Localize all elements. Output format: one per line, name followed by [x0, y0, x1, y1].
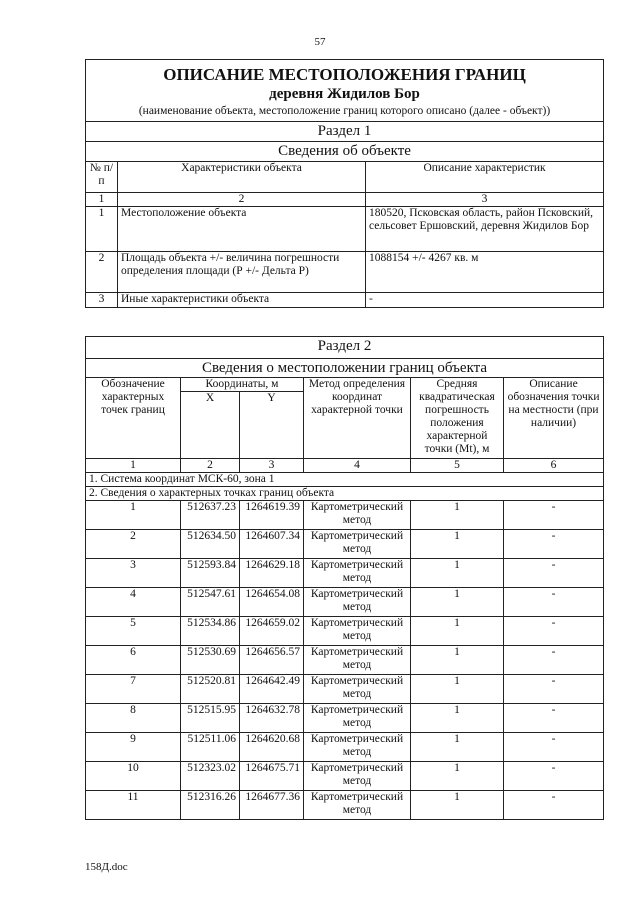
point-number: 2	[86, 530, 181, 559]
method: Картометрический метод	[304, 559, 411, 588]
point-description: -	[504, 559, 604, 588]
characteristic-name: Площадь объекта +/- величина погрешности определения площади (Р +/- Дельта Р)	[118, 252, 366, 293]
coord-x: 512593.84	[181, 559, 240, 588]
method: Картометрический метод	[304, 675, 411, 704]
accuracy: 1	[411, 530, 504, 559]
accuracy: 1	[411, 675, 504, 704]
coord-y: 1264656.57	[240, 646, 304, 675]
section2-label: Раздел 2	[86, 337, 604, 359]
coord-y: 1264629.18	[240, 559, 304, 588]
characteristic-name: Местоположение объекта	[118, 207, 366, 252]
s2-header-points: Обозначение характерных точек границ	[86, 378, 181, 459]
coord-x: 512634.50	[181, 530, 240, 559]
characteristic-name: Иные характеристики объекта	[118, 293, 366, 308]
table-row	[86, 646, 604, 675]
document-title-block	[86, 60, 604, 122]
characteristic-value: -	[366, 293, 604, 308]
accuracy: 1	[411, 762, 504, 791]
coord-system: 1. Система координат МСК-60, зона 1	[86, 473, 604, 487]
accuracy: 1	[411, 588, 504, 617]
coord-y: 1264632.78	[240, 704, 304, 733]
coord-x: 512323.02	[181, 762, 240, 791]
point-description: -	[504, 733, 604, 762]
table-row	[86, 675, 604, 704]
method: Картометрический метод	[304, 791, 411, 820]
table-row	[86, 617, 604, 646]
point-description: -	[504, 501, 604, 530]
point-number: 6	[86, 646, 181, 675]
point-number: 1	[86, 501, 181, 530]
s2-colnum: 3	[240, 459, 304, 473]
table-row	[86, 762, 604, 791]
point-number: 5	[86, 617, 181, 646]
s2-header-description: Описание обозначения точки на местности (при наличии)	[504, 378, 604, 459]
points-heading: 2. Сведения о характерных точках границ объекта	[86, 487, 604, 501]
coord-y: 1264620.68	[240, 733, 304, 762]
coord-x: 512637.23	[181, 501, 240, 530]
footer-filename: 158Д.doc	[85, 861, 128, 873]
method: Картометрический метод	[304, 617, 411, 646]
s2-colnum: 4	[304, 459, 411, 473]
accuracy: 1	[411, 791, 504, 820]
s2-header-coords: Координаты, м	[181, 378, 304, 392]
coord-y: 1264619.39	[240, 501, 304, 530]
table-row	[86, 252, 604, 293]
s1-header-characteristics: Характеристики объекта	[118, 162, 366, 193]
coord-y: 1264659.02	[240, 617, 304, 646]
coord-x: 512520.81	[181, 675, 240, 704]
s2-colnum: 2	[181, 459, 240, 473]
section2-title: Сведения о местоположении границ объекта	[86, 359, 604, 378]
method: Картометрический метод	[304, 530, 411, 559]
point-number: 4	[86, 588, 181, 617]
point-number: 7	[86, 675, 181, 704]
s1-colnum: 3	[366, 193, 604, 207]
method: Картометрический метод	[304, 733, 411, 762]
boundary-points-table	[85, 336, 604, 820]
accuracy: 1	[411, 501, 504, 530]
s2-colnum: 5	[411, 459, 504, 473]
accuracy: 1	[411, 559, 504, 588]
s1-header-num: № п/п	[86, 162, 118, 193]
table-row	[86, 530, 604, 559]
coord-x: 512511.06	[181, 733, 240, 762]
coord-y: 1264675.71	[240, 762, 304, 791]
coord-x: 512515.95	[181, 704, 240, 733]
point-description: -	[504, 617, 604, 646]
row-number: 3	[86, 293, 118, 308]
coord-x: 512534.86	[181, 617, 240, 646]
table-row	[86, 293, 604, 308]
s2-colnum: 1	[86, 459, 181, 473]
characteristic-value: 1088154 +/- 4267 кв. м	[366, 252, 604, 293]
method: Картометрический метод	[304, 704, 411, 733]
table-row	[86, 588, 604, 617]
point-description: -	[504, 588, 604, 617]
characteristic-value: 180520, Псковская область, район Псковский, сельсовет Ершовский, деревня Жидилов Бор	[366, 207, 604, 252]
method: Картометрический метод	[304, 646, 411, 675]
s1-colnum: 1	[86, 193, 118, 207]
accuracy: 1	[411, 646, 504, 675]
table-row	[86, 501, 604, 530]
coord-x: 512547.61	[181, 588, 240, 617]
row-number: 1	[86, 207, 118, 252]
coord-y: 1264677.36	[240, 791, 304, 820]
section1-label: Раздел 1	[86, 122, 604, 142]
table-row	[86, 733, 604, 762]
table-row	[86, 207, 604, 252]
points-body	[86, 501, 604, 820]
coord-y: 1264607.34	[240, 530, 304, 559]
point-number: 8	[86, 704, 181, 733]
method: Картометрический метод	[304, 762, 411, 791]
accuracy: 1	[411, 617, 504, 646]
table-row	[86, 559, 604, 588]
object-info-table	[85, 59, 604, 308]
point-number: 10	[86, 762, 181, 791]
point-description: -	[504, 530, 604, 559]
accuracy: 1	[411, 704, 504, 733]
point-description: -	[504, 762, 604, 791]
point-description: -	[504, 675, 604, 704]
point-number: 11	[86, 791, 181, 820]
s2-header-x: X	[181, 392, 240, 459]
s1-colnum: 2	[118, 193, 366, 207]
object-note: (наименование объекта, местоположение границ которого описано (далее - объект))	[138, 105, 551, 117]
s2-header-y: Y	[240, 392, 304, 459]
s2-colnum: 6	[504, 459, 604, 473]
s2-header-accuracy: Средняя квадратическая погрешность положения характерной точки (Mt), м	[411, 378, 504, 459]
point-number: 9	[86, 733, 181, 762]
table-row	[86, 791, 604, 820]
method: Картометрический метод	[304, 588, 411, 617]
table-row	[86, 704, 604, 733]
object-name: деревня Жидилов Бор	[269, 86, 420, 102]
section1-title: Сведения об объекте	[86, 142, 604, 162]
row-number: 2	[86, 252, 118, 293]
coord-y: 1264642.49	[240, 675, 304, 704]
document-title: ОПИСАНИЕ МЕСТОПОЛОЖЕНИЯ ГРАНИЦ	[163, 65, 526, 84]
point-description: -	[504, 646, 604, 675]
coord-x: 512316.26	[181, 791, 240, 820]
accuracy: 1	[411, 733, 504, 762]
s2-header-method: Метод определения координат характерной точки	[304, 378, 411, 459]
coord-y: 1264654.08	[240, 588, 304, 617]
method: Картометрический метод	[304, 501, 411, 530]
point-description: -	[504, 704, 604, 733]
s1-header-description: Описание характеристик	[366, 162, 604, 193]
page-number: 57	[314, 36, 326, 48]
coord-x: 512530.69	[181, 646, 240, 675]
point-number: 3	[86, 559, 181, 588]
point-description: -	[504, 791, 604, 820]
